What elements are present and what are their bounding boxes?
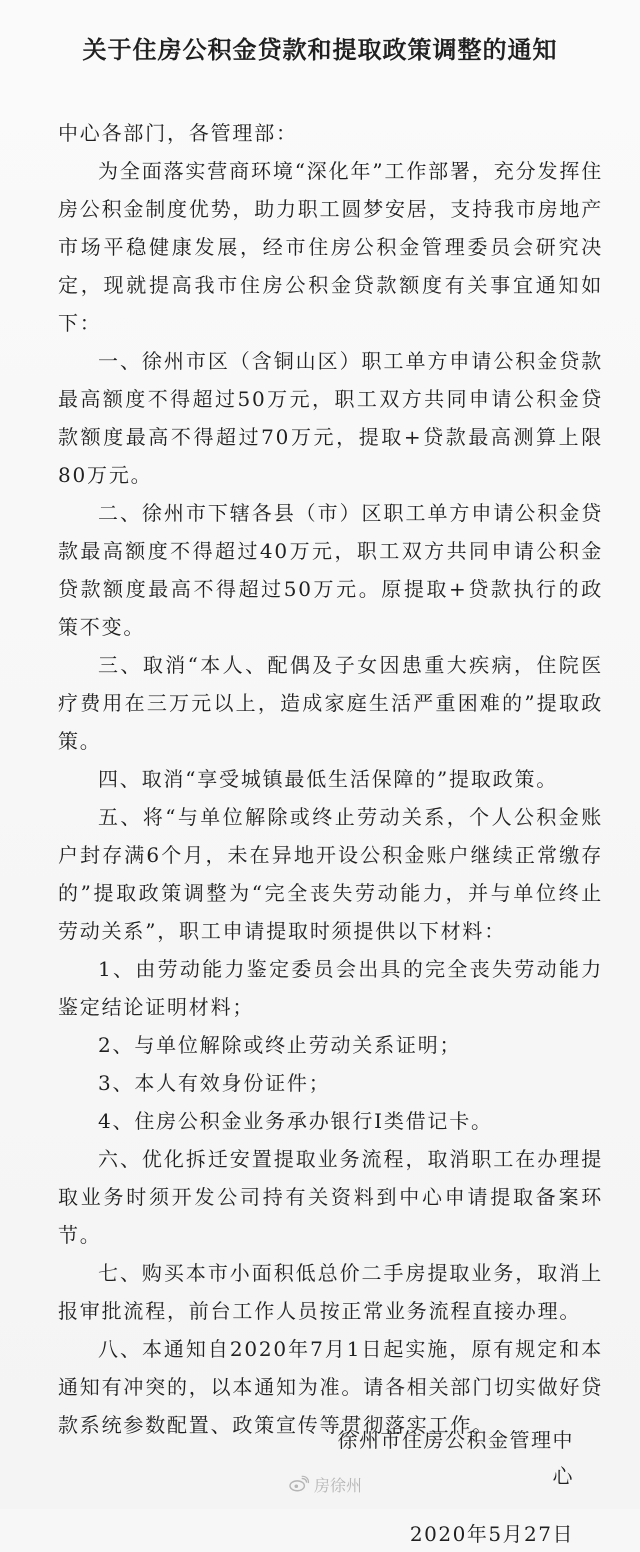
salutation: 中心各部门，各管理部：	[58, 121, 298, 145]
weibo-icon	[288, 1475, 310, 1493]
paragraph-item-4: 四、取消“享受城镇最低生活保障的”提取政策。	[98, 767, 559, 791]
material-item-1: 1、由劳动能力鉴定委员会出具的完全丧失劳动能力鉴定结论证明材料；	[58, 957, 603, 1019]
paragraph-intro: 为全面落实营商环境“深化年”工作部署，充分发挥住房公积金制度优势，助力职工圆梦安居，支持我市房地产市场平稳健康发展，经市住房公积金管理委员会研究决定，现就提高我市住房公积金贷款额度有关事宜通知如下：	[58, 159, 603, 335]
paragraph-item-7: 七、购买本市小面积低总价二手房提取业务，取消上报审批流程，前台工作人员按正常业务流程直接办理。	[58, 1261, 603, 1323]
watermark-text: 房徐州	[314, 1475, 363, 1495]
issuer-signature: 徐州市住房公积金管理中心	[337, 1428, 574, 1488]
material-item-2: 2、与单位解除或终止劳动关系证明；	[98, 1033, 462, 1057]
material-item-4: 4、住房公积金业务承办银行Ⅰ类借记卡。	[98, 1109, 493, 1133]
paragraph-item-6: 六、优化拆迁安置提取业务流程，取消职工在办理提取业务时须开发公司持有关资料到中心申请提取备案环节。	[58, 1147, 603, 1247]
paragraph-item-2: 二、徐州市下辖各县（市）区职工单方申请公积金贷款最高额度不得超过40万元，职工双方共同申请公积金贷款额度最高不得超过50万元。原提取+贷款执行的政策不变。	[58, 501, 603, 639]
material-item-3: 3、本人有效身份证件；	[98, 1071, 331, 1095]
document-title: 关于住房公积金贷款和提取政策调整的通知	[82, 36, 558, 64]
paragraph-item-1: 一、徐州市区（含铜山区）职工单方申请公积金贷款最高额度不得超过50万元，职工双方共同申请公积金贷款额度最高不得超过70万元，提取+贷款最高测算上限80万元。	[58, 349, 603, 487]
paragraph-item-8: 八、本通知自2020年7月1日起实施，原有规定和本通知有冲突的，以本通知为准。请各相关部门切实做好贷款系统参数配置、政策宣传等贯彻落实工作。	[58, 1337, 603, 1437]
signature-block	[324, 1422, 574, 1552]
issue-date: 2020年5月27日	[409, 1522, 574, 1546]
paragraph-item-3: 三、取消“本人、配偶及子女因患重大疾病，住院医疗费用在三万元以上，造成家庭生活严重困难的”提取政策。	[58, 653, 603, 753]
document-body	[58, 114, 603, 1444]
paragraph-item-5: 五、将“与单位解除或终止劳动关系，个人公积金账户封存满6个月，未在异地开设公积金账户继续正常缴存的”提取政策调整为“完全丧失劳动能力，并与单位终止劳动关系”，职工申请提取时须提供以下材料：	[58, 805, 603, 943]
